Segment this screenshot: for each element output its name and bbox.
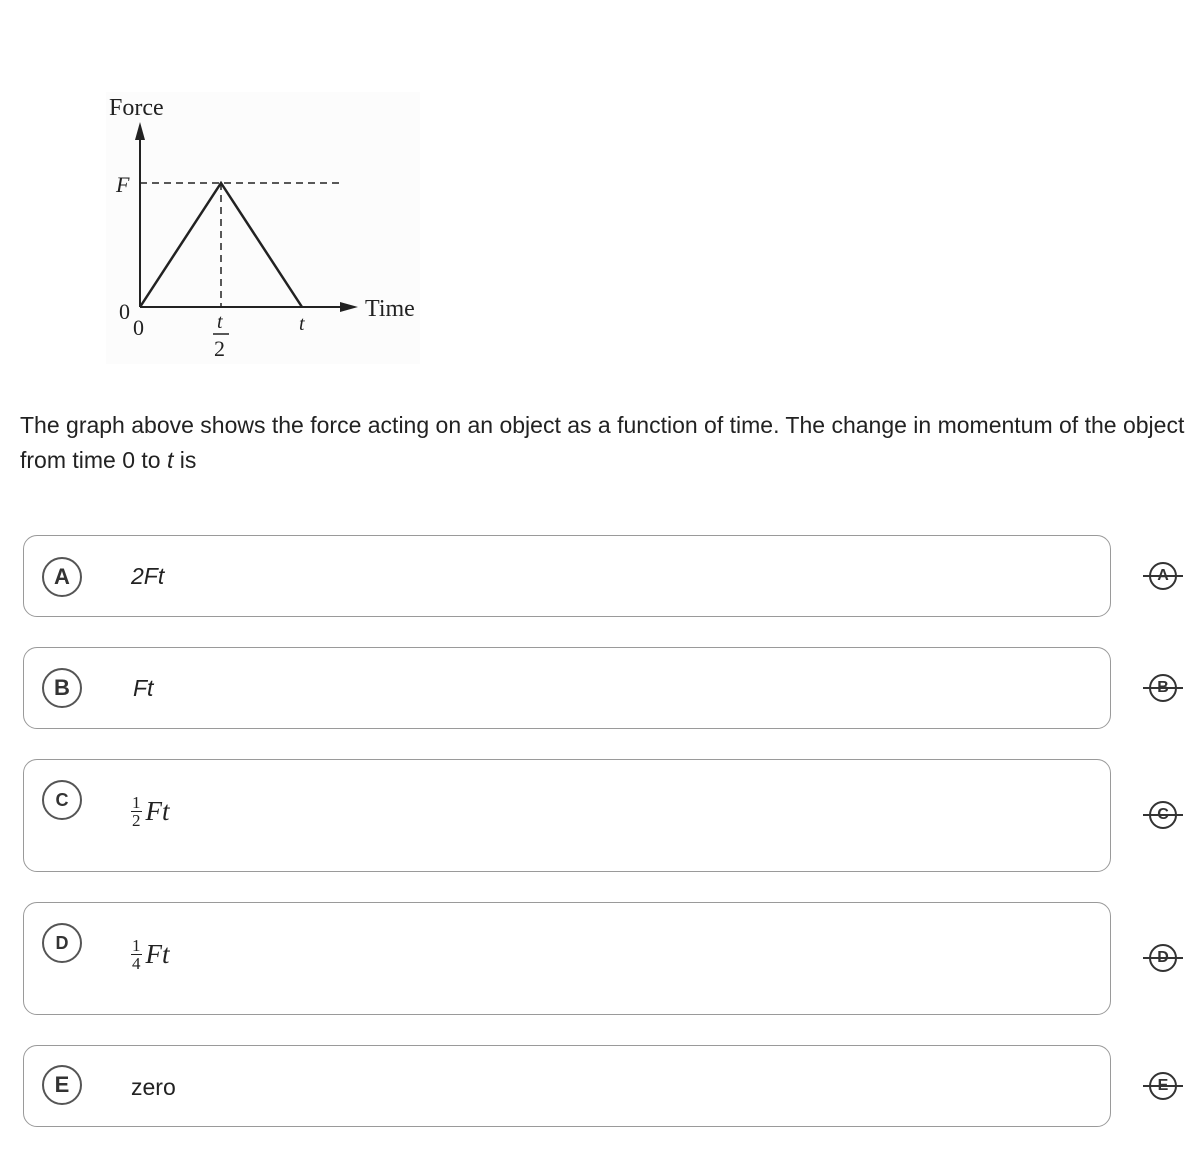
x-axis-arrow — [340, 302, 358, 312]
eliminate-a-letter: A — [1157, 567, 1169, 584]
choice-d-denominator: 4 — [132, 954, 141, 973]
y-axis-arrow — [135, 122, 145, 140]
y-axis-label: Force — [109, 95, 164, 121]
origin-x-label: 0 — [133, 315, 144, 340]
eliminate-choice-a-button[interactable] — [1141, 559, 1185, 593]
choice-c-text: Ft — [145, 796, 170, 826]
force-time-graph — [106, 92, 420, 364]
choice-letter-b: B — [42, 668, 82, 708]
answer-choice-d[interactable] — [23, 902, 1111, 1015]
choice-letter-d: D — [42, 923, 82, 963]
choice-letter-a: A — [42, 557, 82, 597]
choice-a-text: 2Ft — [131, 563, 165, 589]
choice-c-numerator: 1 — [132, 793, 141, 812]
choice-c-fraction — [131, 795, 142, 828]
choice-d-math — [131, 938, 170, 971]
choice-b-text: Ft — [133, 675, 154, 701]
choice-c-math — [131, 795, 170, 828]
answer-choice-c[interactable] — [23, 759, 1111, 872]
end-time-label: t — [299, 313, 305, 335]
eliminate-choice-c-button[interactable] — [1141, 798, 1185, 832]
eliminate-choice-d-button[interactable] — [1141, 941, 1185, 975]
answer-choice-a[interactable] — [23, 535, 1111, 617]
eliminate-c-letter: C — [1157, 806, 1169, 823]
question-variable: t — [166, 447, 174, 473]
choice-letter-e: E — [42, 1065, 82, 1105]
choice-d-numerator: 1 — [132, 936, 141, 955]
eliminate-d-letter: D — [1157, 949, 1169, 966]
origin-y-label: 0 — [119, 299, 130, 324]
half-time-denominator: 2 — [214, 336, 225, 361]
half-time-numerator: t — [217, 311, 223, 333]
choice-e-text: zero — [131, 1074, 176, 1100]
answer-choice-e[interactable] — [23, 1045, 1111, 1127]
question-stem — [20, 408, 1190, 478]
choice-letter-c: C — [42, 780, 82, 820]
eliminate-b-letter: B — [1157, 679, 1169, 696]
x-axis-label: Time — [365, 296, 415, 322]
answer-choice-b[interactable] — [23, 647, 1111, 729]
question-text-before: The graph above shows the force acting on an object as a function of time. The change in momentum of the object from time 0 to — [20, 412, 1185, 473]
choice-d-text: Ft — [145, 939, 170, 969]
question-text-after: is — [173, 447, 197, 473]
force-max-label: F — [116, 172, 130, 197]
eliminate-choice-e-button[interactable] — [1141, 1069, 1185, 1103]
eliminate-e-letter: E — [1157, 1077, 1169, 1094]
eliminate-choice-b-button[interactable] — [1141, 671, 1185, 705]
choice-d-fraction — [131, 938, 142, 971]
choice-c-denominator: 2 — [132, 811, 141, 830]
